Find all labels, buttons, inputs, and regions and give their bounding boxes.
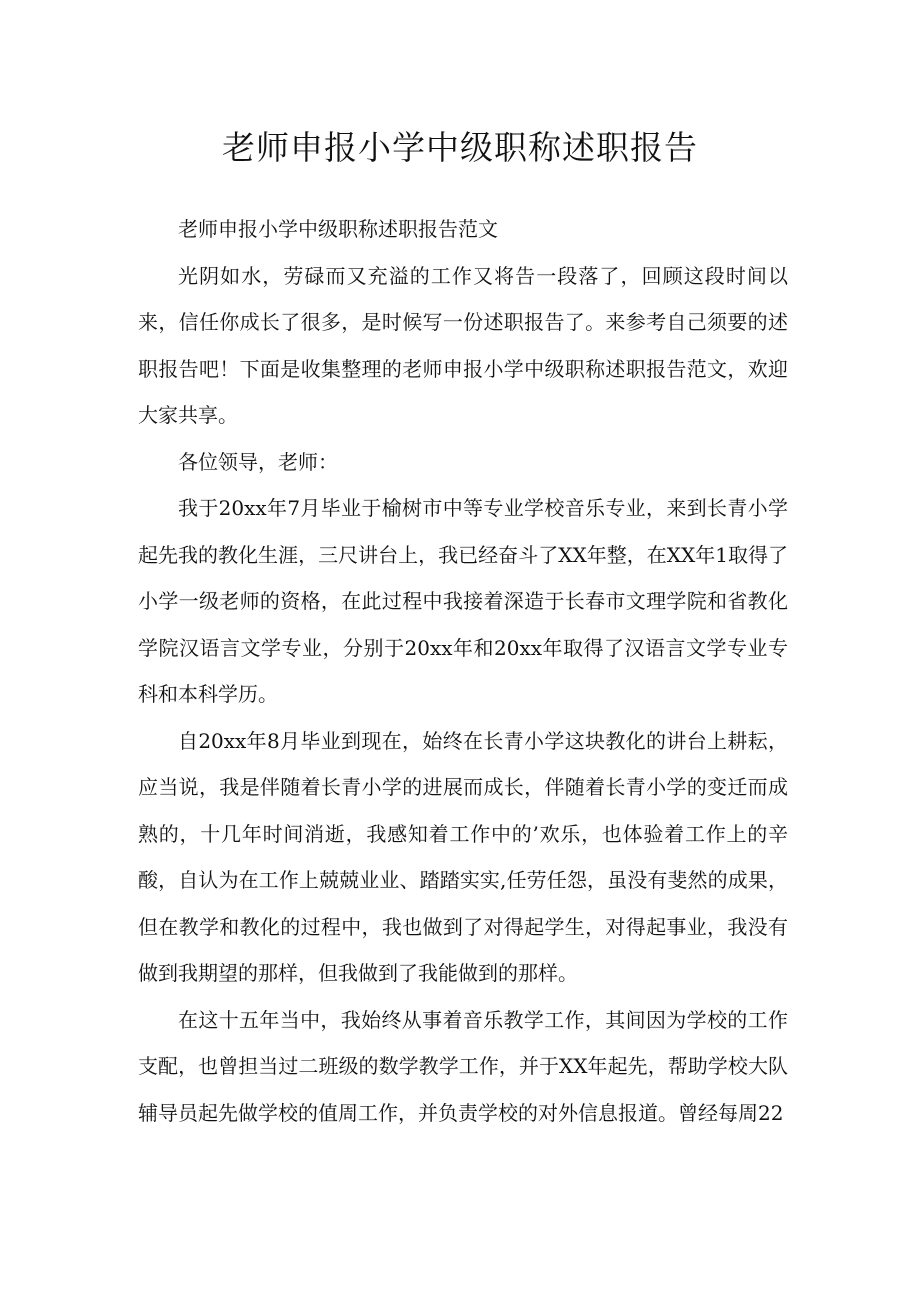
paragraph-intro: 光阴如水，劳碌而又充溢的工作又将告一段落了，回顾这段时间以来，信任你成长了很多，是时候写一份述职报告了。来参考自己须要的述职报告吧！下面是收集整理的老师申报小学中级职称述职报告范文，欢迎大家共享。 [138,263,788,427]
paragraph-career: 自20xx年8月毕业到现在，始终在长青小学这块教化的讲台上耕耘，应当说，我是伴随着长青小学的进展而成长，伴随着长青小学的变迁而成熟的，十几年时间消逝，我感知着工作中的’欢乐，也体验着工作上的辛酸，自认为在工作上兢兢业业、踏踏实实,任劳任怨，虽没有斐然的成果，但在教学和教化的过程中，我也做到了对得起学生，对得起事业，我没有做到我期望的那样，但我做到了我能做到的那样。 [138,728,788,985]
paragraph-salutation: 各位领导，老师： [178,449,338,474]
paragraph-background: 我于20xx年7月毕业于榆树市中等专业学校音乐专业，来到长青小学起先我的教化生涯，三尺讲台上，我已经奋斗了XX年整，在XX年1取得了小学一级老师的资格，在此过程中我接着深造于长春市文理学院和省教化学院汉语言文学专业，分别于20xx年和20xx年取得了汉语言文学专业专科和本科学历。 [138,496,788,706]
document-body [138,206,788,1136]
paragraph-teaching: 在这十五年当中，我始终从事着音乐教学工作，其间因为学校的工作支配，也曾担当过二班级的数学教学工作，并于XX年起先，帮助学校大队辅导员起先做学校的值周工作，并负责学校的对外信息报道。曾经每周22 [138,1007,788,1125]
paragraph-subtitle: 老师申报小学中级职称述职报告范文 [178,217,498,241]
document-title: 老师申报小学中级职称述职报告 [222,128,698,167]
